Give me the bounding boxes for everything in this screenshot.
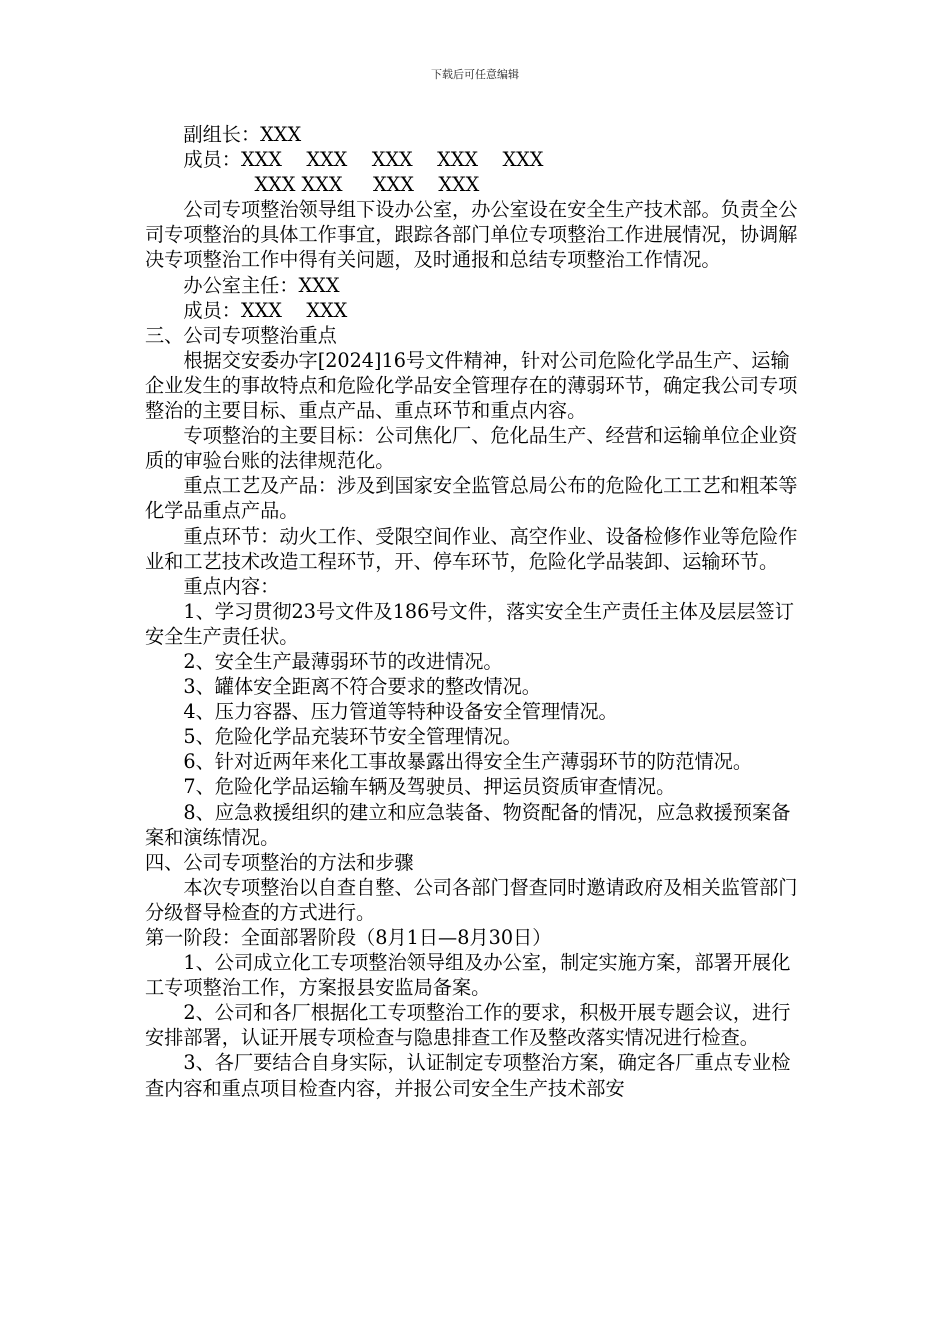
phase-item-1: 1、公司成立化工专项整治领导组及办公室，制定实施方案，部署开展化工专项整治工作，方案报县安监局备案。 <box>145 951 791 1000</box>
document-body <box>145 122 805 1101</box>
list-item-5: 5、危险化学品充装环节安全管理情况。 <box>183 725 522 749</box>
list-item-3: 3、罐体安全距离不符合要求的整改情况。 <box>183 675 541 699</box>
list-item-6: 6、针对近两年来化工事故暴露出得安全生产薄弱环节的防范情况。 <box>183 750 753 774</box>
list-item-4: 4、压力容器、压力管道等特种设备安全管理情况。 <box>183 700 618 724</box>
office-paragraph: 公司专项整治领导组下设办公室，办公室设在安全生产技术部。负责全公司专项整治的具体工作事宜，跟踪各部门单位专项整治工作进展情况，协调解决专项整治工作中得有关问题，及时通报和总结专项整治工作情况。 <box>145 198 798 272</box>
section-heading-4: 四、公司专项整治的方法和步骤 <box>145 850 414 874</box>
members-line-cont: XXX XXX XXX XXX <box>254 173 480 197</box>
section-heading-3: 三、公司专项整治重点 <box>145 323 337 347</box>
deputy-leader-line: 副组长：XXX <box>183 123 302 146</box>
phase-item-2: 2、公司和各厂根据化工专项整治工作的要求，积极开展专题会议，进行安排部署，认证开展专项检查与隐患排查工作及整改落实情况进行检查。 <box>145 1001 791 1050</box>
list-item-1: 1、学习贯彻23号文件及186号文件，落实安全生产责任主体及层层签订安全生产责任状。 <box>145 599 794 648</box>
phase-item-3: 3、各厂要结合自身实际，认证制定专项整治方案，确定各厂重点专业检查内容和重点项目检查内容，并报公司安全生产技术部安 <box>145 1051 791 1100</box>
list-item-2: 2、安全生产最薄弱环节的改进情况。 <box>183 649 503 673</box>
paragraph-key-process: 重点工艺及产品：涉及到国家安全监管总局公布的危险化工工艺和粗苯等化学品重点产品。 <box>145 474 798 523</box>
office-director-line: 办公室主任：XXX <box>183 273 340 297</box>
paragraph-main-goal: 专项整治的主要目标：公司焦化厂、危化品生产、经营和运输单位企业资质的审验台账的法律规范化。 <box>145 424 798 473</box>
paragraph-basis: 根据交安委办字[2024]16号文件精神，针对公司危险化学品生产、运输企业发生的事故特点和危险化学品安全管理存在的薄弱环节，确定我公司专项整治的主要目标、重点产品、重点环节和重点内容。 <box>145 348 798 423</box>
phase-one-heading: 第一阶段：全面部署阶段（8月1日—8月30日） <box>145 926 552 949</box>
paragraph-method: 本次专项整治以自查自整、公司各部门督查同时邀请政府及相关监管部门分级督导检查的方式进行。 <box>145 875 798 924</box>
office-members-line: 成员：XXX XXX <box>183 298 348 322</box>
key-content-label: 重点内容： <box>183 574 280 598</box>
list-item-8: 8、应急救援组织的建立和应急装备、物资配备的情况，应急救援预案备案和演练情况。 <box>145 800 791 849</box>
paragraph-key-links: 重点环节：动火工作、受限空间作业、高空作业、设备检修作业等危险作业和工艺技术改造工程环节，开、停车环节，危险化学品装卸、运输环节。 <box>145 524 798 573</box>
members-line: 成员：XXX XXX XXX XXX XXX <box>183 148 544 172</box>
page-header: 下载后可任意编辑 <box>431 68 519 81</box>
list-item-7: 7、危险化学品运输车辆及驾驶员、押运员资质审查情况。 <box>183 775 676 799</box>
